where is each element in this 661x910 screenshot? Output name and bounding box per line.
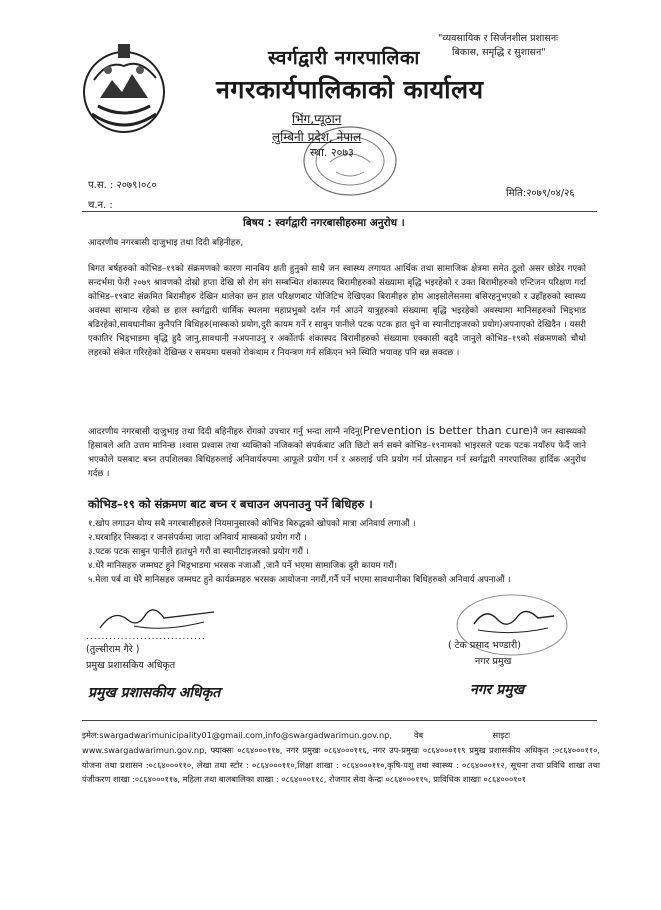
- address-line-3: स्था. २०७३: [310, 146, 354, 159]
- contact-numbers: फ्याक्सः ०८६४०००११७, नगर प्रमुखः ०८६४०००११६, नगर उप-प्रमुखः ०८६४०००११९ प्रमुख प्रशासकीय अधिकृत :०८६४०००११०, योजना तथा प्रशासन :०८६४०००११०, लेखा तथा स्टोर : ०८६४०००११०,शिक्षा शाखा : ०८६४०००११०,कृषि-पशु तथा स्वास्थ्य : ०८६४०००११२, सूचना तथा प्रविधि शाखा तथा पंजीकरण शाखा :०८६४०००११७, महिला तथा बालबालिका शाखा : ०८६४०००११८, रोजगार सेवा केन्द्रः ०८६४०००११५, प्राविधिक शाखाः ०८६४०००१०१: [82, 744, 600, 785]
- government-emblem-icon: [78, 40, 170, 140]
- paragraph-1: बिगत बर्षहरुको कोभिड–१९को संक्रमणको कारण मानबिय क्षती हुनुको साथै जन स्वास्थ्य लगायत आर्थिक तथा सामाजिक क्षेत्रमा समेत ठूलो असर छोडेर गएको सन्दर्भमा फेरी २०७९ श्रावणको दोस्रो हप्ता देखि सो रोग संग सम्बन्धित शंकास्पद बिरामीहरुको संख्यामा बृद्धि भइरहेको र उक्त बिरामीहरुको एन्टिजन परिक्षण गर्दा कोभिड–१९बाट संक्रमित बिरामीहरु देखिन थालेका छन हाल परिक्षणबाट पोजिटिभ देखिएका बिरामीहरु होम आइसोलेसनमा बसिरहनुभएको र उहाँहरुको स्वास्थ्य अवस्था सामान्य रहेको छ हाल स्वर्गद्वारी धार्मिक स्थलमा महाप्रभुको दर्शन गर्न आउने यात्रुहरुको संख्यामा बृद्धि भइरहेको अवस्थामा मानिसहरुको भिड्भाड बढिरहेको,सावधानीका कुनैपनि बिधिहरु(मास्कको प्रयोग,दुरी कायम गर्ने र साबुन पानीले पटक पटक हात धुने वा स्यानीटाइजरको प्रयोग)अपनाएको देखिदैन । यसरी एकातिर भिड्भाडमा बृद्धि हुदै जानु,सावधानी नअपनाउनु र अर्कोतर्फ शंकास्पद बिरामीहरुको संख्यामा एक्कासी बढ्दै जानुले कोभिड–१९को संक्रमणको चौथो लहरको संकेत गरिरहेको देखिन्छ र समयमा यसको रोकथाम र नियन्त्रण गर्न सकिएन भने स्थिति भयावह पनि बन्न सक्दछ ।: [88, 264, 586, 358]
- mayor-title-stamp: नगर प्रमुख: [470, 682, 525, 698]
- email-label: इमेल:: [82, 730, 100, 740]
- paragraph-2-part-a: आदरणीय नगरबासी दाजुभाइ तथा दिदी बहिनीहरु रोगको उपचार गर्नु भन्दा लाग्नै नदिनु(: [88, 427, 364, 437]
- email-link[interactable]: swargadwarimunicipality01@gmail.com,info@swargadwarimun.gov.np,: [99, 730, 392, 740]
- salutation: आदरणीय नगरबासी दाजुभाइ तथा दिदी बहिनीहरु,: [88, 238, 244, 248]
- list-item: १.खोप लगाउन योग्य सबै नगरबासीहरुले नियमानुसारको कोभिड बिरुद्धको खोपको मात्रा अनिवार्य लगाऔं ।: [88, 519, 416, 529]
- mayor-title: नगर प्रमुख: [475, 656, 512, 667]
- slogan: [438, 32, 558, 60]
- slogan-line-2: बिकास, समृद्धि र सुशासन": [452, 47, 546, 58]
- list-item: ३.पटक पटक साबुन पानीले हातधुने गरौं वा स्यानीटाइजरको प्रयोग गरौं ।: [88, 547, 309, 557]
- cao-name: (तुल्सीराम गैरे ): [86, 644, 140, 655]
- reference-cn: च.न. :: [88, 200, 113, 211]
- list-item: ५.मेला पर्ब वा धेरै मानिसहरु जम्मघट हुने कार्यक्रमहरु भरसक आयोजना नगरौं,गर्नै पर्ने भएमा सावधानीका बिधिहरुको अनिवार्य अपनाऔं ।: [88, 575, 511, 585]
- address-line-1: भिंग,प्यूठान: [292, 112, 342, 126]
- footer-divider: [82, 720, 597, 721]
- mayor-name: ( टेक प्रसाद भण्डारी): [448, 640, 521, 651]
- mayor-signature-icon: [468, 598, 558, 638]
- signature-line: ...............................: [86, 632, 206, 642]
- letter-date: मिति:२०७९/०४/२६: [506, 188, 575, 199]
- paragraph-2-part-c: )नै जन स्वास्थ्यको हिसाबले अति उत्तम मानिन्छ ।श्वास प्रश्वास तथा थ्यक्तिको नजिकको संपर्कबाट अति छिटो सर्न सक्ने कोभिड–१९नामको भाइरसले पटक पटक नयाँरुप फेर्दै जाने भएकोले यसबाट बच्न तपशिलका बिधिहरुलाई अनिवार्यरुपमा आफूले प्रयोग गर्न र अरुलाई पनि प्रयोग गर्न प्रोत्साहन गर्न स्वर्गद्वारी नगरपालिका हार्दिक अनुरोध गर्दछ ।: [88, 427, 586, 479]
- address-line-2: लुम्बिनी प्रदेश, नेपाल: [272, 130, 362, 144]
- list-item: २.घरबाहिर निस्कदा र जनसंपर्कमा जादा अनिवार्य मास्कको प्रयोग गरौं ।: [88, 533, 307, 543]
- measures-list: [88, 517, 588, 587]
- paragraph-2: [88, 424, 586, 481]
- header-divider: [82, 211, 597, 212]
- cao-title: प्रमुख प्रशासकिय अधिकृत: [86, 660, 176, 671]
- website-link[interactable]: www.swargadwarimun.gov.np,: [82, 744, 207, 755]
- prevention-phrase: Prevention is better than cure: [363, 424, 530, 437]
- slogan-line-1: "व्यवसायिक र सिर्जनशील प्रशासनः: [438, 33, 559, 44]
- subject-line: बिषय : स्वर्गद्वारी नगरबासीहरुमा अनुरोध ।: [243, 217, 405, 229]
- cao-title-stamp: प्रमुख प्रशासकीय अधिकृत: [88, 685, 221, 701]
- measures-title: कोभिड–१९ को संक्रमण बाट बच्न र बचाउन अपनाउनु पर्ने बिधिहरु ।: [88, 497, 373, 511]
- office-name: नगरकार्यपालिकाको कार्यालय: [216, 75, 484, 104]
- municipality-name: स्वर्गद्वारी नगरपालिका: [268, 47, 420, 69]
- office-stamp-icon: [300, 122, 400, 200]
- footer-contacts: [82, 728, 600, 787]
- list-item: ४.धेरै मानिसहरु जम्मघट हुने भिड्भाडमा भरसक नजाऔं ,जानै पर्ने भएमा सामाजिक दुरी कायम गरौं।: [88, 561, 398, 571]
- reference-ps: प.स. : २०७९।०८०: [88, 180, 157, 191]
- website-label: वेब साइटः: [413, 730, 510, 740]
